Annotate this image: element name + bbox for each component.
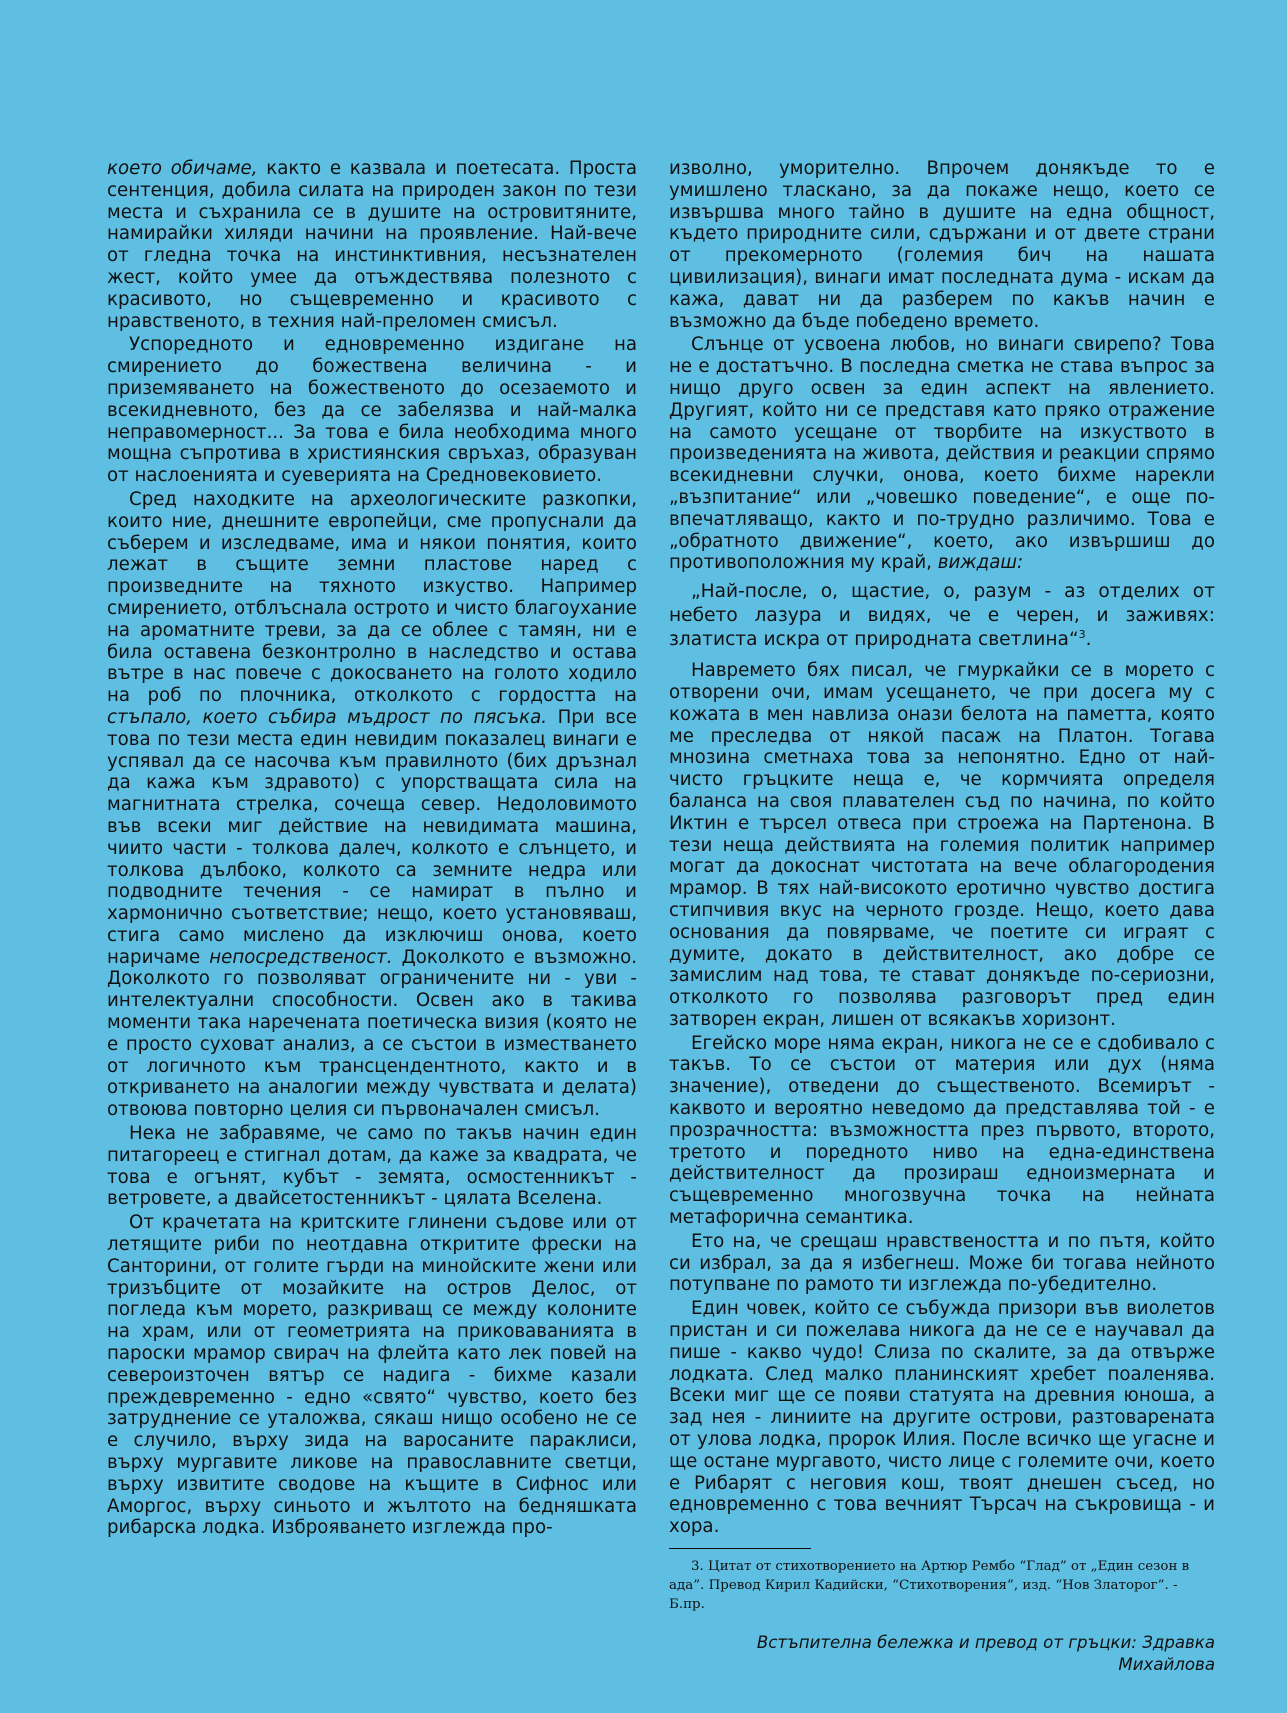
italic-phrase: непосредственост. [209, 946, 393, 968]
quote-end: . [1085, 629, 1092, 651]
footnote-reference: 3 [1078, 627, 1086, 641]
paragraph [107, 489, 637, 1121]
paragraph: Ето на, че срещаш нравствеността и по пътя, който си избрал, за да я избегнеш. Може би тогава нейното потупване по рамото ти изглежда по-убедително. [669, 1230, 1215, 1296]
quote-text: „Най-после, о, щастие, о, разум - аз отделих от небето лазура и видях, че е черен, и заживях: златиста искра от природната светлина“ [669, 581, 1215, 651]
quotation [669, 580, 1215, 652]
paragraph: Един човек, който се събужда призори във виолетов пристан и си пожелава никога да не се е научавал да пише - какво чудо! Слиза по скалите, за да отвърже лодката. След малко планинският хребет поаленява. Всеки миг ще се появи статуята на древния юноша, а зад нея - линиите на другите острови, разтоварената от улова лодка, пророк Илия. После всичко ще угасне и ще остане мургавото, чисто лице с големите очи, което е Рибарят с неговия кош, твоят днешен съсед, но едновременно с това вечният Търсач на съкровища - и хора. [669, 1298, 1215, 1538]
italic-phrase: стъпало, което събира мъдрост по пясъка. [107, 706, 548, 728]
paragraph [107, 158, 637, 332]
paragraph-text: както е казвала и поетесата. Проста сентенция, добила силата на природен закон по тези места и съхранила се в душите на островитяните, намирайки хиляди начини на проявление. Най-вече от гледна точка на инстинктивния, несъзнателен жест, който умее да отъждествява полезното с красивото, но същевременно и красивото с нравственото, в техния най-преломен смисъл. [107, 158, 637, 332]
left-column [107, 158, 637, 1541]
right-column [669, 158, 1215, 1676]
paragraph-text: При все това по тези места един невидим показалец винаги е успявал да се насочва към правилното (бих дръзнал да кажа към здравото) с упорстващата сила на магнитната стрелка, сочеща север. Недоловимото във всеки миг действие на невидимата машина, чиито части - толкова далеч, колкото е слънцето, и толкова дълбоко, колкото са земните недра или подводните течения - се намират в пълно и хармонично съответствие; нещо, което установяваш, стига само мислено да изключиш онова, което наричаме [107, 706, 638, 968]
paragraph: изволно, уморително. Впрочем донякъде то е умишлено тласкано, за да покаже нещо, което се извършва много тайно в душите на една общност, където природните сили, сдържани и от двете страни от прекомерното (големия бич на нашата цивилизация), винаги имат последната дума - искам да кажа, дават ни да разберем по какъв начин е възможно да бъде победено времето. [669, 158, 1215, 332]
paragraph: От крачетата на критските глинени съдове или от летящите риби по неотдавна откритите фрески на Санторини, от голите гърди на минойските жени или тризъбците от мозайките на остров Делос, от погледа към морето, разкриващ се между колоните на храм, или от геометрията на приковаванията в пароски мрамор свирач на флейта като лек повей на североизточен вятър се надига - бихме казали преждевременно - едно «свято“ чувство, което без затруднение се уталожва, сякаш нищо особено не се е случило, върху зида на варосаните параклиси, върху мургавите ликове на православните светци, върху извитите сводове на къщите в Сифнос или Аморгос, върху синьото и жълтото на бедняшката рибарска лодка. Изброяването изглежда про- [107, 1212, 637, 1539]
italic-phrase: виждаш: [937, 552, 1024, 574]
paragraph [669, 334, 1215, 574]
paragraph: Успоредното и едновременно издигане на смирението до божествена величина - и приземяването на божественото до осезаемото и всекидневното, без да се забелязва и най-малка неправомерност... За това е била необходима много мощна съпротива в християнския свръхаз, образуван от наслоенията и суеверията на Средновековието. [107, 334, 637, 487]
footnote-divider [669, 1548, 811, 1549]
translator-credit: Встъпителна бележка и превод от гръцки: Здравка Михайлова [756, 1633, 1215, 1674]
paragraph-text: Сред находките на археологическите разкопки, които ние, днешните европейци, сме пропуснали да съберем и изследваме, има и някои понятия, които лежат в същите земни пластове наред с произведните на тяхното изкуство. Например смирението, отблъснала острото и чисто благоухание на ароматните треви, за да се облее с тамян, ни е била оставена безконтролно в наследство и остава вътре в нас повече с докосването на голото ходило на роб по плочника, отколкото с гордостта на [107, 488, 637, 707]
paragraph: Егейско море няма екран, никога не се е сдобивало с такъв. То се състои от материя или дух (няма значение), отведени до същественото. Всемирът - каквото и вероятно неведомо да представлява той - е прозрачността: възможността през първото, второто, третото и поредното ниво на една-единствена действителност да прозираш едноизмерната и същевременно многозвучна точка на нейната метафорична семантика. [669, 1032, 1215, 1229]
paragraph: Навремето бях писал, че гмуркайки се в морето с отворени очи, имам усещането, че при досега му с кожата в мен навлиза онази белота на паметта, която ме преследва от някой пасаж на Платон. Тогава мнозина сметнаха това за непонятно. Едно от най-чисто гръцките неща е, че кормчията определя баланса на своя плавателен съд по начина, по който Иктин е търсел отвеса при строежа на Партенона. В тези неща действията на големия политик например могат да докоснат чистотата на вече облагородения мрамор. В тях най-високото еротично чувство достига стипчивия вкус на черното грозде. Нещо, което дава основания да повярваме, че поетите си играят с думите, докато в действителност, ако добре се замислим над това, те стават донякъде по-сериозни, отколкото го позволява разговорът пред един затворен екран, лишен от всякакъв хоризонт. [669, 660, 1215, 1030]
paragraph-text: Доколкото е възможно. Доколкото го позволяват ограничените ни - уви - интелектуални способности. Освен ако в такива моменти така наречената поетическа визия (която не е просто суховат анализ, а се състои в изместването от логичното към трансцендентното, както и в откриването на аналогии между чувствата и делата) отвоюва повторно целия си първоначален смисъл. [107, 946, 637, 1121]
footnote: 3. Цитат от стихотворението на Артюр Рембо “Глад” от „Един сезон в ада”. Превод Кирил Кадийски, “Стихотворения”, изд. “Нов Златорог”. - Б.пр. [669, 1559, 1190, 1613]
paragraph-text: Слънце от усвоена любов, но винаги свирепо? Това не е достатъчно. В последна сметка не става въпрос за нищо друго освен за един аспект на явлението. Другият, който ни се представя като пряко отражение на самото усещане от творбите на изкуството в произведенията на живота, действия и реакции спрямо всекидневни случки, онова, което бихме нарекли „възпитание“ или „човешко поведение“, е още по-впечатляващо, както и по-трудно различимо. Това е „обратното движение“, което, ако извършиш до противоположния му край, [669, 334, 1215, 574]
italic-phrase: което обичаме, [107, 158, 258, 179]
paragraph: Нека не забравяме, че само по такъв начин един питагореец е стигнал дотам, да каже за квадрата, че това е огънят, кубът - земята, осмостенникът - ветровете, а двайсетостенникът - цялата Вселена. [107, 1123, 637, 1210]
